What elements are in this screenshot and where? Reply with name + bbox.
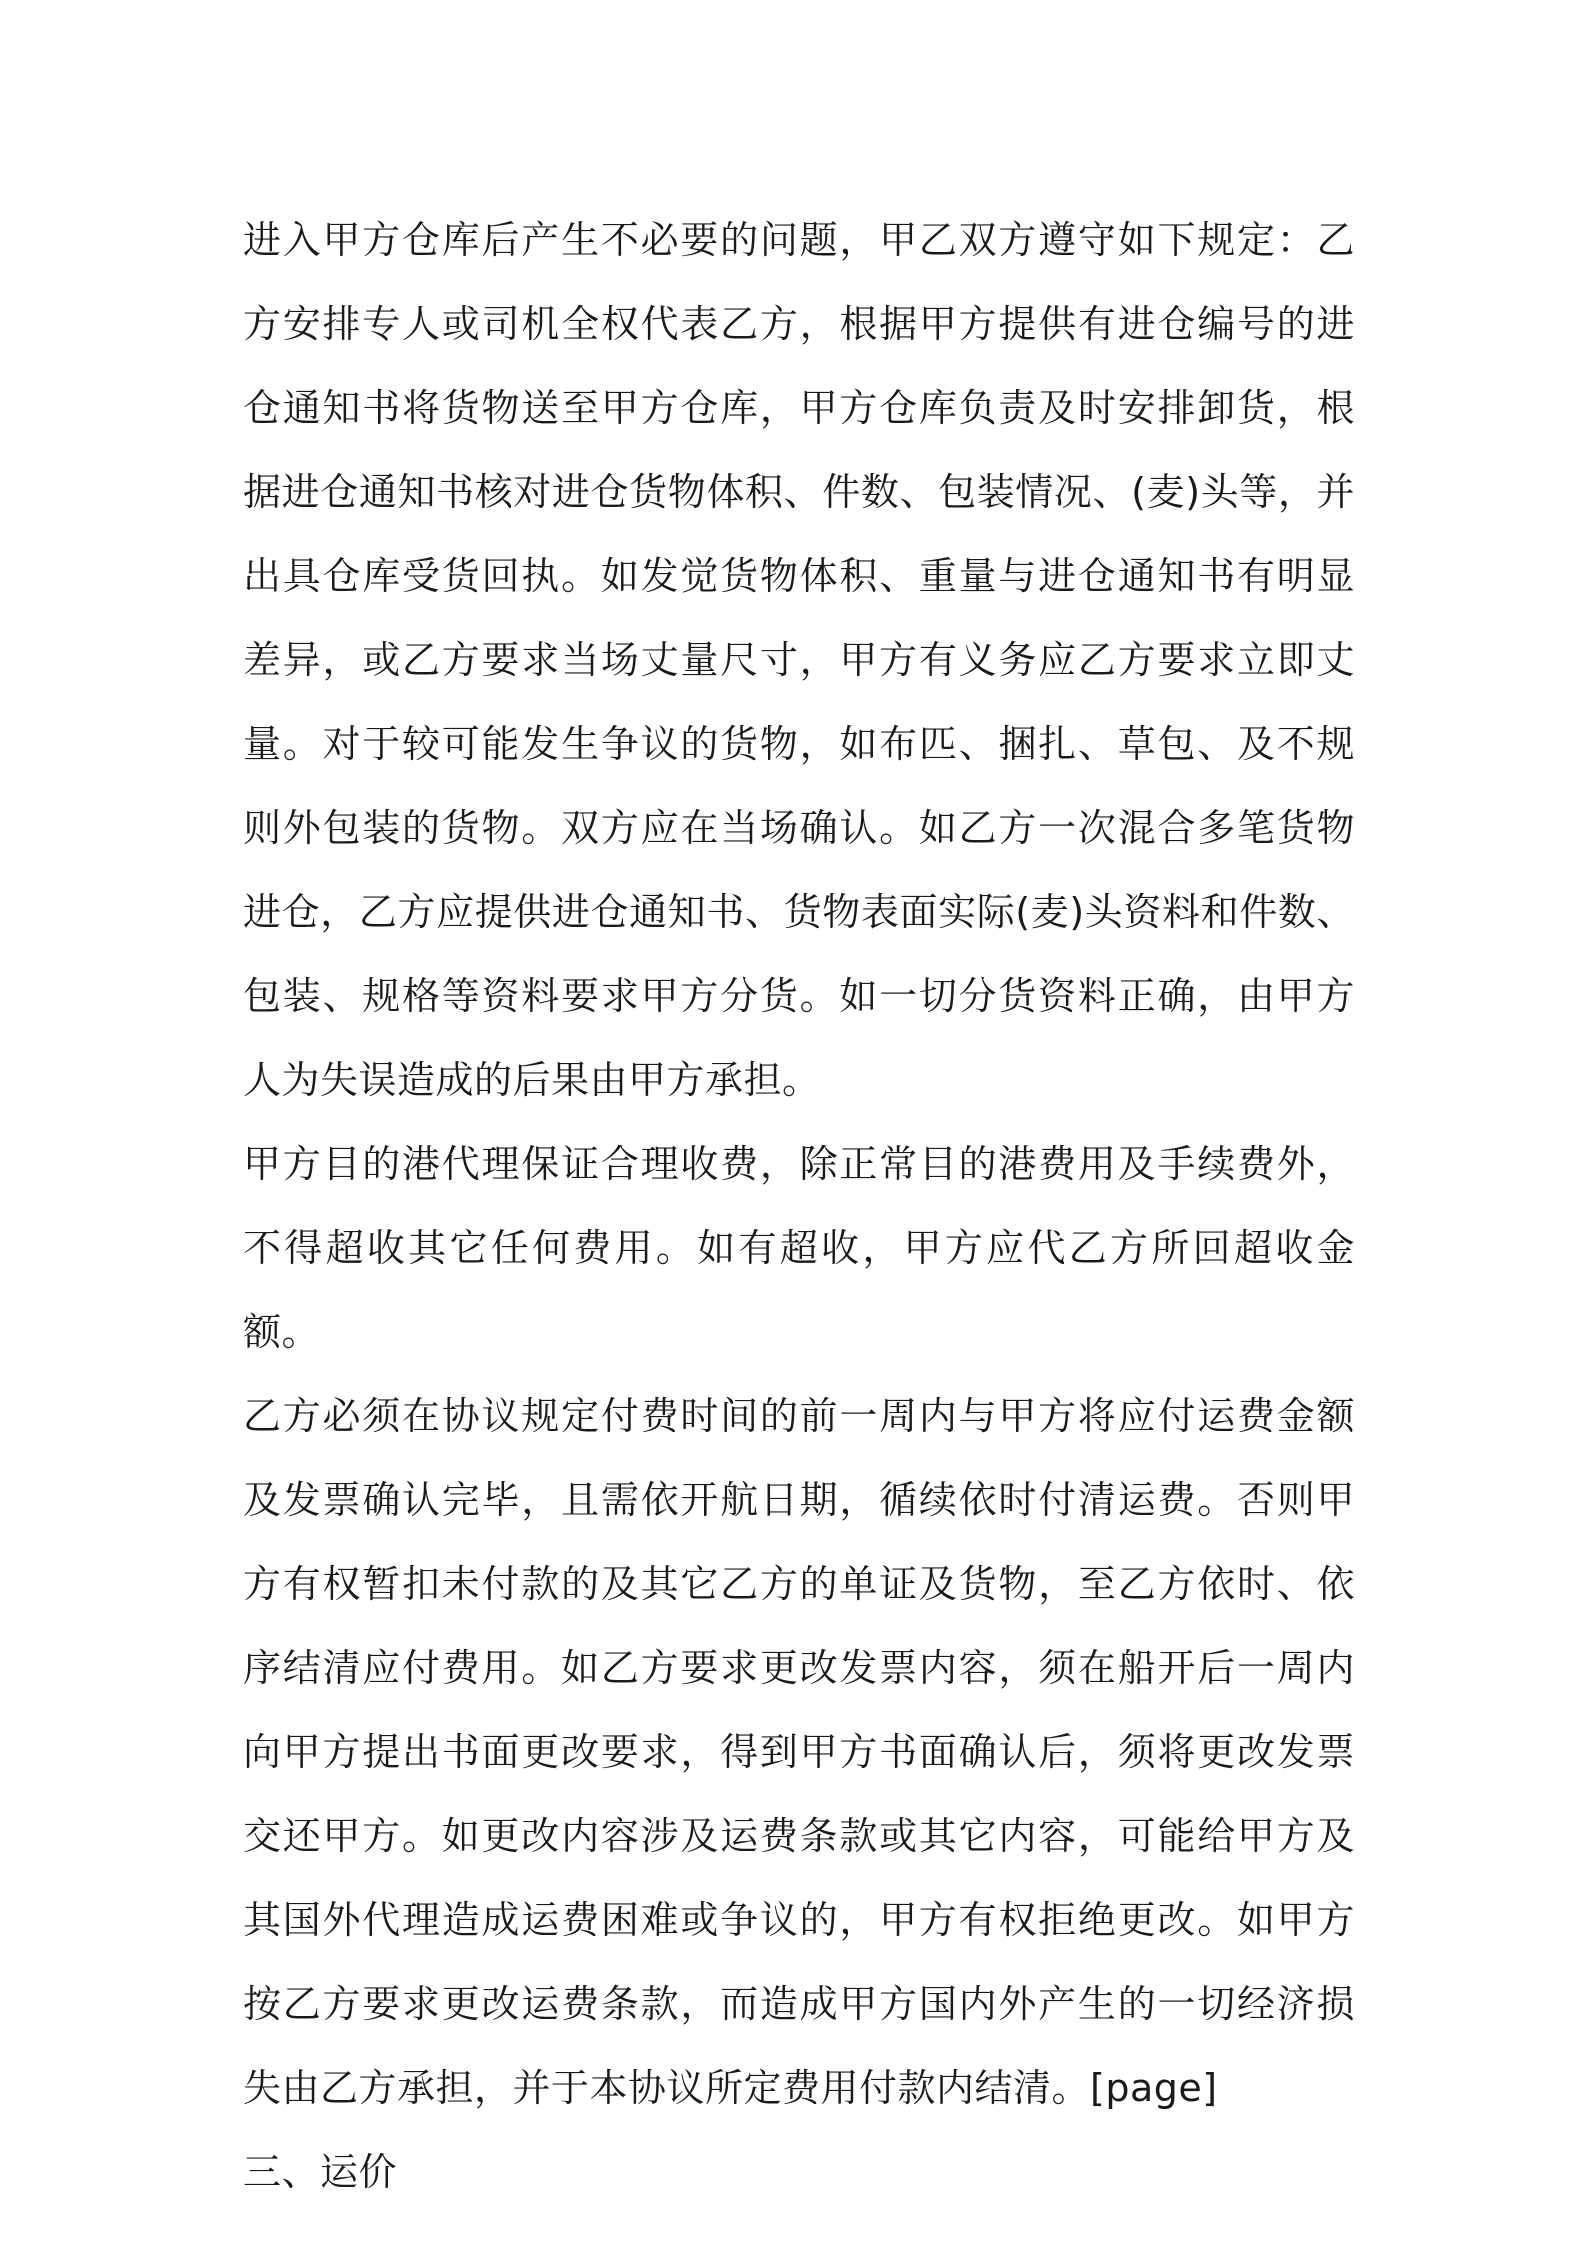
paragraph-warehouse-rules: 进入甲方仓库后产生不必要的问题，甲乙双方遵守如下规定：乙方安排专人或司机全权代表乙方，根据甲方提供有进仓编号的进仓通知书将货物送至甲方仓库，甲方仓库负责及时安排卸货，根据进仓通知书核对进仓货物体积、件数、包装情况、(麦)头等，并出具仓库受货回执。如发觉货物体积、重量与进仓通知书有明显差异，或乙方要求当场丈量尺寸，甲方有义务应乙方要求立即丈量。对于较可能发生争议的货物，如布匹、捆扎、草包、及不规则外包装的货物。双方应在当场确认。如乙方一次混合多笔货物进仓，乙方应提供进仓通知书、货物表面实际(麦)头资料和件数、包装、规格等资料要求甲方分货。如一切分货资料正确，由甲方人为失误造成的后果由甲方承担。	[243, 218, 1355, 1102]
paragraph-destination-fees: 甲方目的港代理保证合理收费，除正常目的港费用及手续费外，不得超收其它任何费用。如有超收，甲方应代乙方所回超收金额。	[243, 1142, 1355, 1354]
section-heading-freight-rate: 三、运价	[243, 2150, 398, 2194]
paragraph-payment-terms: 乙方必须在协议规定付费时间的前一周内与甲方将应付运费金额及发票确认完毕，且需依开航日期，循续依时付清运费。否则甲方有权暂扣未付款的及其它乙方的单证及货物，至乙方依时、依序结清应付费用。如乙方要求更改发票内容，须在船开后一周内向甲方提出书面更改要求，得到甲方书面确认后，须将更改发票交还甲方。如更改内容涉及运费条款或其它内容，可能给甲方及其国外代理造成运费困难或争议的，甲方有权拒绝更改。如甲方按乙方要求更改运费条款，而造成甲方国内外产生的一切经济损失由乙方承担，并于本协议所定费用付款内结清。[page]	[243, 1394, 1355, 2110]
document-body	[243, 198, 1355, 2214]
